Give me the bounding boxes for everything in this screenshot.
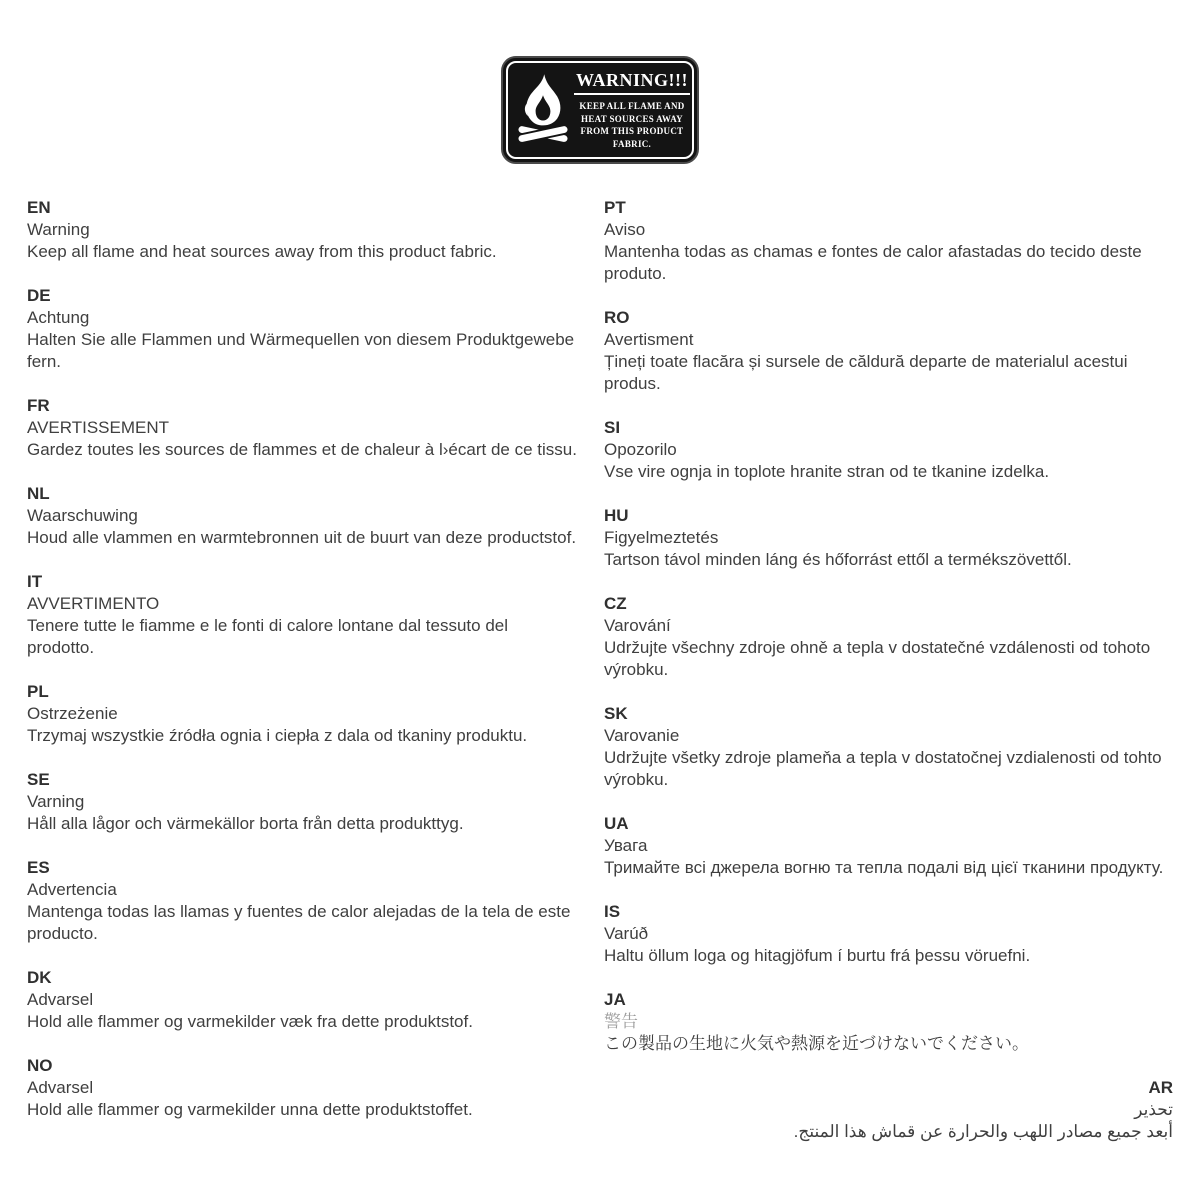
warning-title: Varning <box>27 792 85 811</box>
warning-title: AVERTISSEMENT <box>27 418 170 437</box>
warning-text: Keep all flame and heat sources away from this product fabric. <box>27 242 497 261</box>
lang-section-de <box>27 285 577 373</box>
lang-section-se <box>27 769 577 835</box>
badge-title: WARNING!!! <box>574 70 690 95</box>
badge-line: HEAT SOURCES AWAY <box>581 113 683 124</box>
lang-section-is <box>604 901 1173 967</box>
language-code: HU <box>604 506 629 525</box>
warning-title: Aviso <box>604 220 646 239</box>
warning-text: Håll alla lågor och värmekällor borta från detta produkttyg. <box>27 814 464 833</box>
lang-section-no <box>27 1055 577 1121</box>
lang-section-dk <box>27 967 577 1033</box>
language-code: CZ <box>604 594 627 613</box>
language-column-right <box>604 197 1173 1143</box>
warning-title: Advertencia <box>27 880 117 899</box>
warning-badge-inner <box>506 61 694 159</box>
warning-text: Hold alle flammer og varmekilder væk fra dette produktstof. <box>27 1012 473 1031</box>
warning-text: Hold alle flammer og varmekilder unna dette produktstoffet. <box>27 1100 473 1119</box>
warning-title: تحذير <box>1134 1100 1173 1119</box>
lang-section-si <box>604 417 1173 483</box>
language-code: SI <box>604 418 621 437</box>
warning-text: أبعد جميع مصادر اللهب والحرارة عن قماش هذا المنتج. <box>793 1122 1173 1141</box>
campfire-icon <box>512 73 574 147</box>
lang-section-cz <box>604 593 1173 681</box>
language-code: IS <box>604 902 621 921</box>
language-code: ES <box>27 858 50 877</box>
language-code: DK <box>27 968 52 987</box>
language-code: EN <box>27 198 51 217</box>
warning-text: Gardez toutes les sources de flammes et de chaleur à l›écart de ce tissu. <box>27 440 577 459</box>
lang-section-nl <box>27 483 577 549</box>
language-code: NL <box>27 484 50 503</box>
lang-section-pl <box>27 681 577 747</box>
lang-section-pt <box>604 197 1173 285</box>
warning-title: Warning <box>27 220 90 239</box>
badge-line: KEEP ALL FLAME AND <box>579 101 685 111</box>
language-code: PT <box>604 198 626 217</box>
lang-section-en <box>27 197 577 263</box>
warning-text: Mantenha todas as chamas e fontes de calor afastadas do tecido deste produto. <box>604 242 1142 283</box>
language-code: RO <box>604 308 630 327</box>
warning-text: Tenere tutte le fiamme e le fonti di calore lontane dal tessuto del prodotto. <box>27 616 509 657</box>
warning-text: Trzymaj wszystkie źródła ognia i ciepła z dala od tkaniny produktu. <box>27 726 528 745</box>
warning-text: Halten Sie alle Flammen und Wärmequellen von diesem Produktgewebe fern. <box>27 330 575 371</box>
warning-title: Opozorilo <box>604 440 677 459</box>
language-code: SE <box>27 770 50 789</box>
warning-title: Varování <box>604 616 671 635</box>
lang-section-ro <box>604 307 1173 395</box>
warning-text: Тримайте всі джерела вогню та тепла подалі від цієї тканини продукту. <box>604 858 1164 877</box>
language-code: JA <box>604 990 626 1009</box>
warning-text: この製品の生地に火気や熱源を近づけないでください。 <box>604 1034 1029 1053</box>
warning-title: 警告 <box>604 1012 638 1031</box>
warning-text: Haltu öllum loga og hitagjöfum í burtu frá þessu vöruefni. <box>604 946 1031 965</box>
warning-text: Vse vire ognja in toplote hranite stran od te tkanine izdelka. <box>604 462 1050 481</box>
warning-badge-text <box>574 70 690 150</box>
lang-section-hu <box>604 505 1173 571</box>
lang-section-ja <box>604 989 1173 1055</box>
lang-section-sk <box>604 703 1173 791</box>
lang-section-ar <box>604 1077 1173 1143</box>
warning-title: Ostrzeżenie <box>27 704 118 723</box>
language-columns <box>0 197 1200 1143</box>
language-column-left <box>27 197 577 1143</box>
warning-title: Advarsel <box>27 1078 94 1097</box>
lang-section-es <box>27 857 577 945</box>
warning-text: Țineți toate flacăra și sursele de căldură departe de materialul acestui produs. <box>604 352 1128 393</box>
warning-title: AVVERTIMENTO <box>27 594 160 613</box>
warning-title: Varovanie <box>604 726 680 745</box>
language-code: NO <box>27 1056 53 1075</box>
warning-badge <box>501 56 699 164</box>
lang-section-ua <box>604 813 1173 879</box>
language-code: DE <box>27 286 51 305</box>
warning-title: Avertisment <box>604 330 694 349</box>
warning-text: Mantenga todas las llamas y fuentes de calor alejadas de la tela de este producto. <box>27 902 571 943</box>
warning-text: Houd alle vlammen en warmtebronnen uit de buurt van deze productstof. <box>27 528 577 547</box>
language-code: FR <box>27 396 50 415</box>
badge-line: FROM THIS PRODUCT <box>580 126 684 136</box>
warning-title: Увага <box>604 836 648 855</box>
lang-section-it <box>27 571 577 659</box>
language-code: SK <box>604 704 628 723</box>
warning-text: Tartson távol minden láng és hőforrást ettől a termékszövettől. <box>604 550 1072 569</box>
language-code: PL <box>27 682 49 701</box>
warning-title: Achtung <box>27 308 90 327</box>
warning-title: Varúð <box>604 924 649 943</box>
language-code: IT <box>27 572 43 591</box>
language-code: UA <box>604 814 629 833</box>
lang-section-fr <box>27 395 577 461</box>
badge-line: FABRIC. <box>612 138 652 149</box>
warning-text: Udržujte všechny zdroje ohně a tepla v dostatečné vzdálenosti od tohoto výrobku. <box>604 638 1151 679</box>
warning-title: Figyelmeztetés <box>604 528 719 547</box>
warning-title: Waarschuwing <box>27 506 138 525</box>
warning-text: Udržujte všetky zdroje plameňa a tepla v dostatočnej vzdialenosti od tohto výrobku. <box>604 748 1162 789</box>
language-code: AR <box>1148 1078 1173 1097</box>
warning-title: Advarsel <box>27 990 94 1009</box>
